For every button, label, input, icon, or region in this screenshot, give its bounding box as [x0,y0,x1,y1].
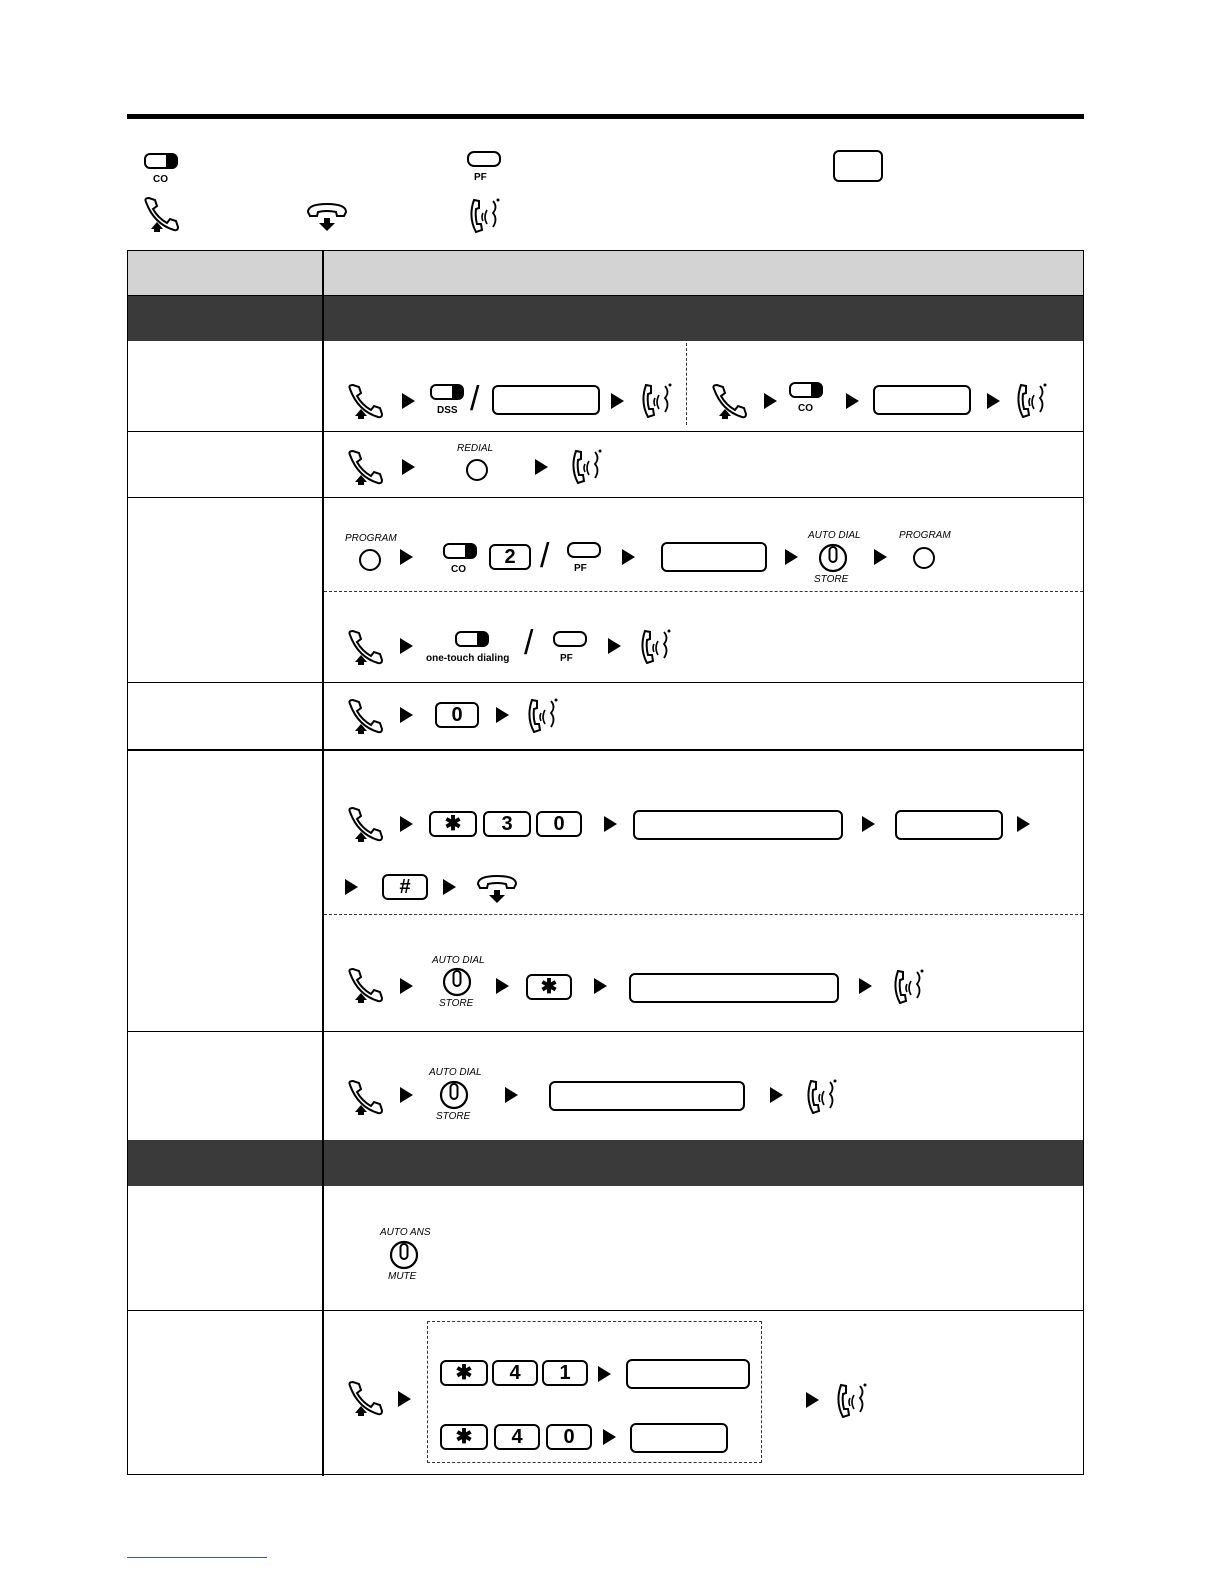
top-rule [127,114,1084,119]
off-hook-icon [344,806,388,842]
section-header-dark-2 [128,1140,1083,1186]
auto-dial-knob-icon [818,543,848,573]
arrow-icon [535,459,548,475]
key-star: ✱ [440,1424,488,1450]
number-field [633,810,843,840]
arrow-icon [608,638,621,654]
off-hook-icon [708,383,752,419]
arrow-icon [622,549,635,565]
arrow-icon [603,1429,616,1445]
arrow-icon [594,978,607,994]
co-key-icon [455,630,489,648]
redial-label: REDIAL [457,443,494,454]
pf-key-icon [467,150,501,168]
arrow-icon [400,1087,413,1103]
number-field [630,1423,728,1453]
co-key-icon [443,542,477,560]
auto-ans-knob-icon [389,1240,419,1270]
number-field [895,810,1003,840]
arrow-icon [862,816,875,832]
arrow-icon [400,816,413,832]
key-star: ✱ [429,811,477,837]
arrow-icon [496,978,509,994]
store-label: STORE [814,574,849,585]
pf-key-icon [567,541,601,559]
talk-icon [465,197,503,233]
arrow-icon [874,549,887,565]
key-star: ✱ [526,974,572,1000]
auto-dial-label: AUTO DIAL [808,530,861,541]
co-label: CO [798,403,813,414]
number-field [661,542,767,572]
off-hook-icon [344,698,388,734]
arrow-icon [785,549,798,565]
arrow-icon [505,1087,518,1103]
arrow-icon [604,816,617,832]
arrow-icon [987,393,1000,409]
pf-label: PF [574,563,587,574]
operations-table [127,250,1084,1475]
or-slash: / [470,380,480,418]
arrow-icon [1017,816,1030,832]
or-slash: / [524,624,534,662]
legend-co-label: CO [153,174,168,185]
talk-icon [636,628,674,664]
off-hook-icon [344,967,388,1003]
redial-button-icon [466,459,488,481]
arrow-icon [400,978,413,994]
or-slash: / [540,537,550,575]
program-label: PROGRAM [899,530,951,541]
footer-link-underline [127,1557,267,1558]
key-4: 4 [494,1424,540,1450]
arrow-icon [402,459,415,475]
talk-icon [523,697,561,733]
off-hook-icon [344,1079,388,1115]
key-star: ✱ [440,1360,488,1386]
key-0: 0 [536,811,582,837]
number-field [626,1359,750,1389]
number-field [549,1081,745,1111]
column-divider [322,251,324,1476]
arrow-icon [496,707,509,723]
auto-dial-label: AUTO DIAL [429,1067,482,1078]
key-0: 0 [435,702,479,728]
legend-pf-label: PF [474,172,487,183]
number-field [873,385,971,415]
store-label: STORE [436,1111,471,1122]
arrow-icon [859,978,872,994]
talk-icon [637,382,675,418]
off-hook-icon [344,629,388,665]
dss-key-icon [430,383,464,401]
auto-dial-label: AUTO DIAL [432,955,485,966]
pf-label: PF [560,653,573,664]
arrow-icon [402,393,415,409]
talk-icon [802,1078,840,1114]
auto-dial-knob-icon [442,967,472,997]
on-hook-icon [304,200,350,234]
arrow-icon [400,638,413,654]
section-header-dark-1 [128,295,1083,341]
co-key-icon [789,381,823,399]
talk-icon [1012,382,1050,418]
mute-label: MUTE [388,1271,417,1282]
on-hook-icon [474,872,520,906]
off-hook-icon [344,1380,388,1416]
auto-dial-knob-icon [439,1080,469,1110]
auto-ans-label: AUTO ANS [380,1227,431,1238]
off-hook-icon [344,383,388,419]
arrow-icon [345,879,358,895]
talk-icon [889,968,927,1004]
key-3: 3 [483,811,531,837]
dss-label: DSS [437,405,458,416]
arrow-icon [400,549,413,565]
number-field [492,385,600,415]
one-touch-label: one-touch dialing [426,653,510,664]
dial-key-icon [833,150,883,182]
key-4: 4 [492,1360,538,1386]
store-label: STORE [439,998,474,1009]
arrow-icon [443,879,456,895]
arrow-icon [846,393,859,409]
co-label: CO [451,564,466,575]
off-hook-icon [344,449,388,485]
arrow-icon [770,1087,783,1103]
arrow-icon [611,393,624,409]
program-button-icon [913,547,935,569]
program-button-icon [359,549,381,571]
key-hash: # [382,874,428,900]
off-hook-icon [140,196,184,232]
number-field [629,973,839,1003]
pf-key-icon [553,630,587,648]
co-key-icon [144,152,178,170]
arrow-icon [398,1391,411,1407]
key-0: 0 [546,1424,592,1450]
program-label: PROGRAM [345,533,397,544]
arrow-icon [764,393,777,409]
arrow-icon [598,1366,611,1382]
arrow-icon [400,707,413,723]
key-2: 2 [489,544,531,570]
arrow-icon [806,1392,819,1408]
talk-icon [567,448,605,484]
key-1: 1 [542,1360,588,1386]
table-header-row [128,251,1083,295]
talk-icon [832,1382,870,1418]
